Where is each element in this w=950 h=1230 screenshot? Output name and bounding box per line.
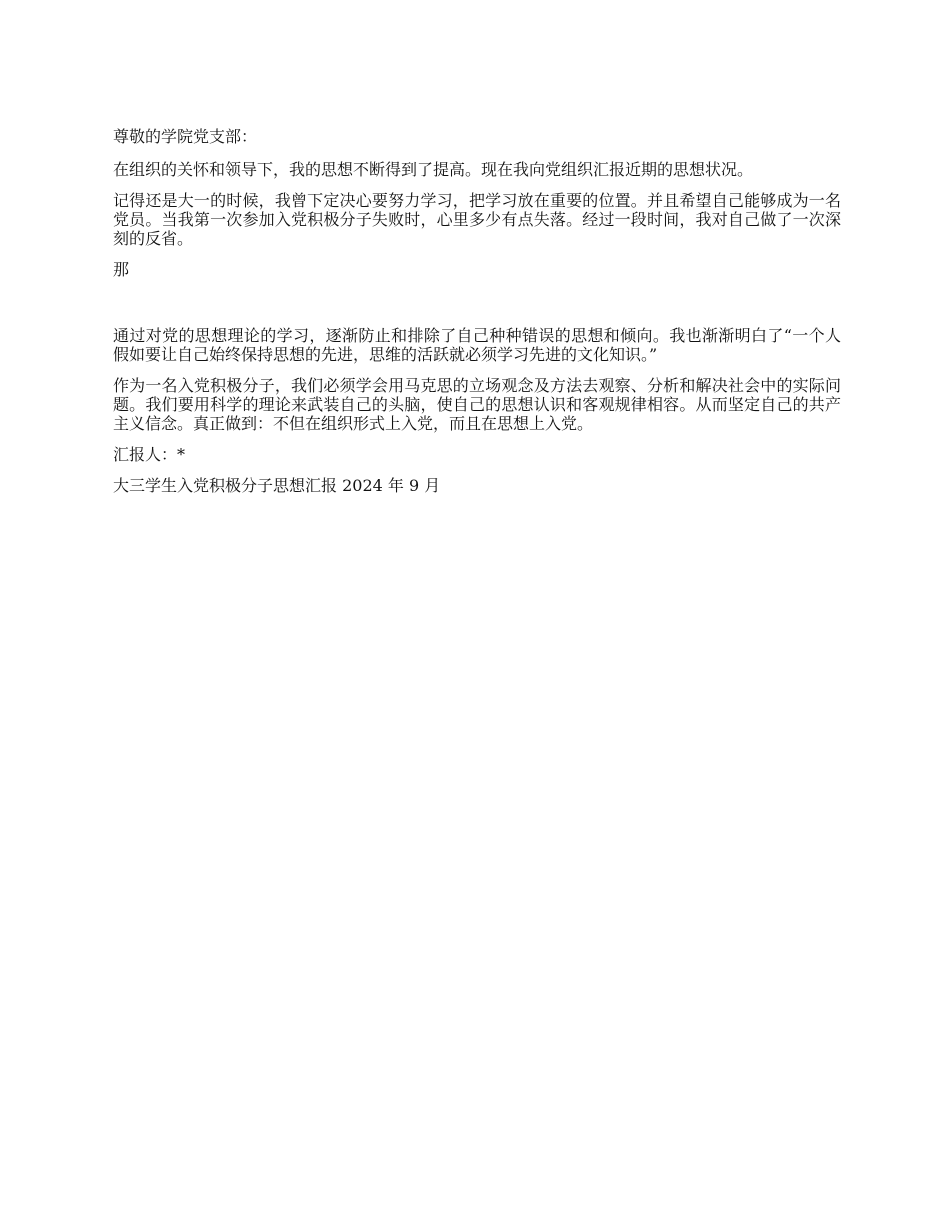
paragraph-study: 通过对党的思想理论的学习，逐渐防止和排除了自己种种错误的思想和倾向。我也渐渐明白了“一个人假如要让自己始终保持思想的先进，思维的活跃就必须学习先进的文化知识。” (113, 326, 841, 364)
reporter-signature: 汇报人：* (113, 445, 186, 464)
paragraph-fragment: 那 (113, 260, 130, 279)
paragraph-intro: 在组织的关怀和领导下，我的思想不断得到了提高。现在我向党组织汇报近期的思想状况。 (113, 160, 754, 179)
paragraph-commitment: 作为一名入党积极分子，我们必须学会用马克思的立场观念及方法去观察、分析和解决社会中的实际问题。我们要用科学的理论来武装自己的头脑，使自己的思想认识和客观规律相容。从而坚定自己的共产主义信念。真正做到：不但在组织形式上入党，而且在思想上入党。 (113, 376, 841, 433)
letter-body (113, 127, 841, 507)
salutation: 尊敬的学院党支部： (113, 127, 258, 146)
report-date-line: 大三学生入党积极分子思想汇报 2024 年 9 月 (113, 476, 441, 495)
paragraph-memory: 记得还是大一的时候，我曾下定决心要努力学习，把学习放在重要的位置。并且希望自己能够成为一名党员。当我第一次参加入党积极分子失败时，心里多少有点失落。经过一段时间，我对自己做了一次深刻的反省。 (113, 191, 841, 248)
